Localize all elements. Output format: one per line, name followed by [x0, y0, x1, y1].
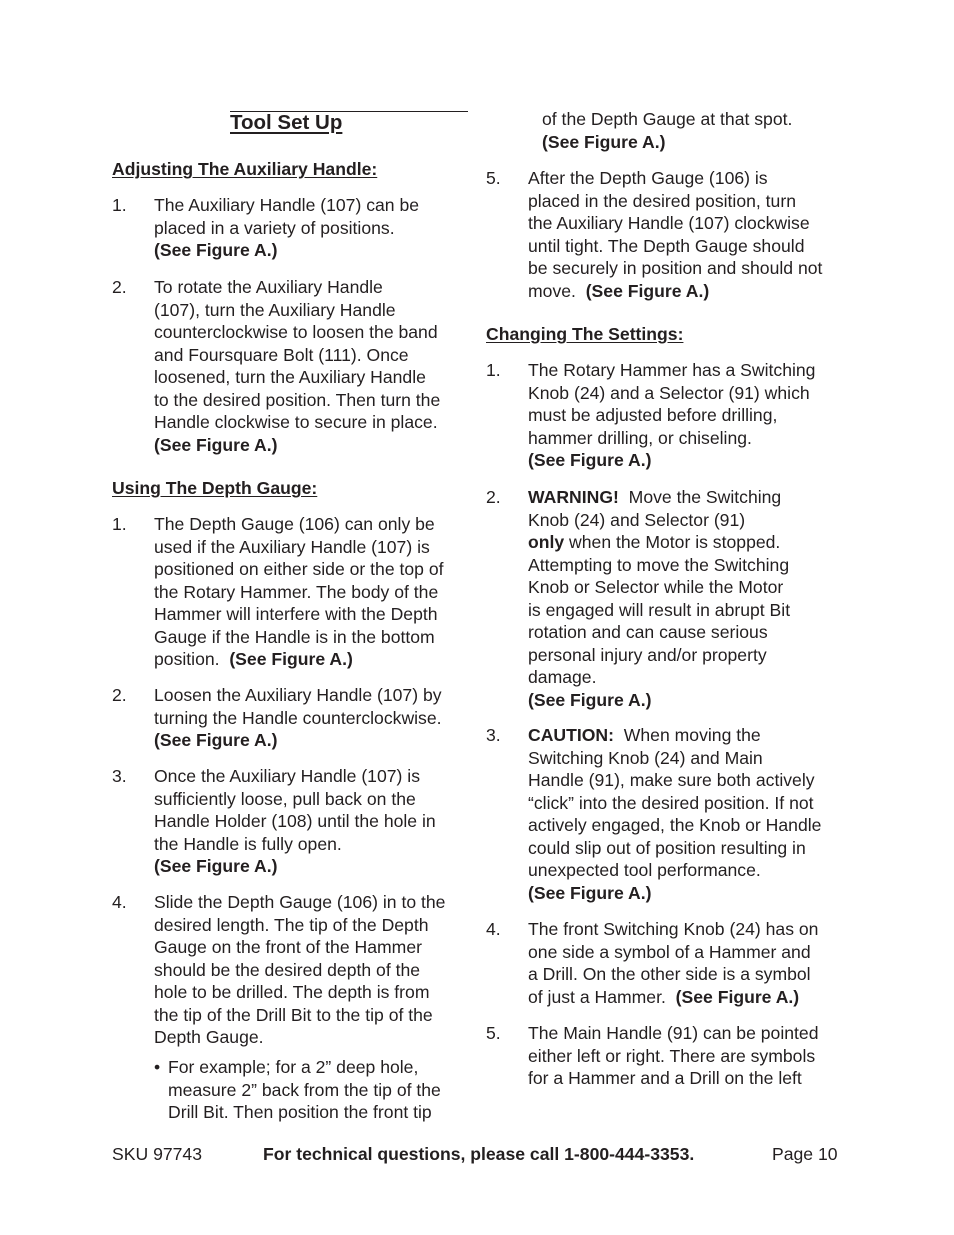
support-phone-text: For technical questions, please call 1-800-444-3353.: [263, 1144, 695, 1164]
caution-label: CAUTION:: [528, 725, 615, 745]
figure-reference: (See Figure A.): [154, 434, 278, 455]
figure-reference: (See Figure A.): [154, 240, 278, 260]
figure-reference: (See Figure A.): [229, 649, 353, 669]
sku-number: SKU 97743: [112, 1144, 202, 1164]
section-heading-auxiliary-handle: Adjusting The Auxiliary Handle:: [112, 159, 378, 179]
page-number: Page 10: [772, 1144, 838, 1164]
figure-reference: (See Figure A.): [585, 280, 710, 301]
continued-paragraph: of the Depth Gauge at that spot. (See Figure A.): [542, 109, 793, 152]
page-footer: [0, 1143, 954, 1167]
bullet-dot: •: [154, 1057, 161, 1077]
figure-reference: (See Figure A.): [154, 856, 278, 876]
section-heading-changing-settings: Changing The Settings:: [486, 324, 684, 344]
figure-reference: (See Figure A.): [528, 882, 652, 903]
figure-reference: (See Figure A.): [675, 986, 800, 1007]
warning-label: WARNING!: [528, 487, 619, 507]
figure-reference: (See Figure A.): [542, 131, 666, 152]
page-title: Tool Set Up: [230, 111, 343, 134]
section-heading-depth-gauge: Using The Depth Gauge:: [112, 478, 318, 498]
figure-reference: (See Figure A.): [154, 730, 278, 750]
figure-reference: (See Figure A.): [528, 450, 652, 470]
figure-reference: (See Figure A.): [528, 689, 652, 710]
